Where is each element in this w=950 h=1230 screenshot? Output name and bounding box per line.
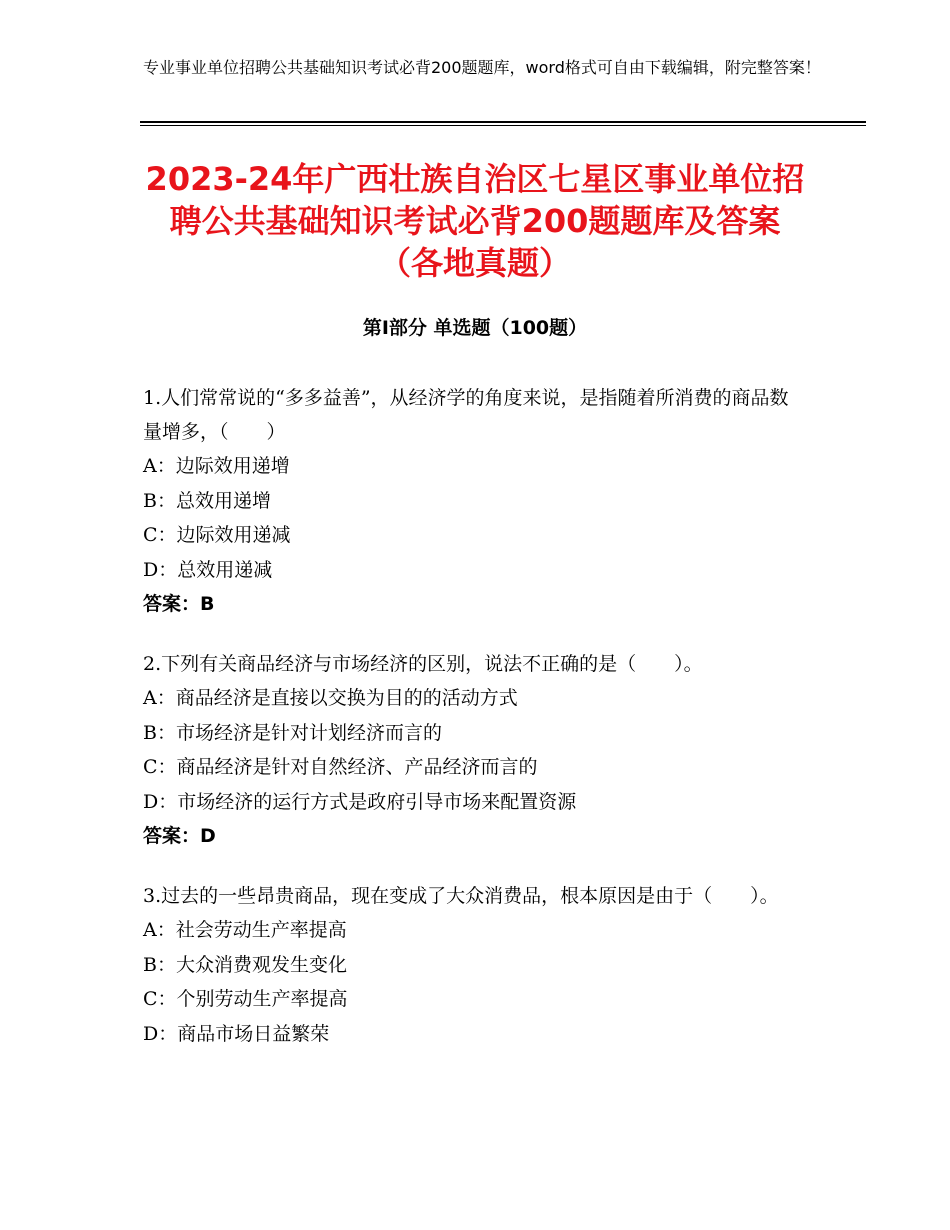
header-rule-thin [140, 125, 866, 126]
answer-line [143, 587, 803, 621]
option-b: B：市场经济是针对计划经济而言的 [143, 721, 442, 744]
document-title: 2023-24年广西壮族自治区七星区事业单位招聘公共基础知识考试必背200题题库及答案（各地真题） [145, 160, 805, 282]
option-d: D：商品市场日益繁荣 [143, 1022, 330, 1045]
question-3 [143, 879, 803, 1051]
answer-label: 答案： [143, 593, 201, 615]
option-b: B：总效用递增 [143, 489, 271, 512]
option-b: B：大众消费观发生变化 [143, 953, 347, 976]
option-a: A：社会劳动生产率提高 [143, 919, 347, 941]
answer-value: D [200, 825, 216, 847]
question-stem: 1.人们常常说的“多多益善”，从经济学的角度来说，是指随着所消费的商品数量增多，（ ） [143, 387, 789, 443]
option-d: D：总效用递减 [143, 558, 273, 581]
option-c: C：边际效用递减 [143, 524, 291, 546]
question-list [143, 381, 803, 1077]
option-d: D：市场经济的运行方式是政府引导市场来配置资源 [143, 790, 577, 813]
option-a: A：边际效用递增 [143, 455, 290, 477]
answer-label: 答案： [143, 825, 201, 847]
question-stem: 2.下列有关商品经济与市场经济的区别，说法不正确的是（ ）。 [143, 653, 703, 675]
header-note: 专业事业单位招聘公共基础知识考试必背200题题库，word格式可自由下载编辑，附完整答案！ [143, 58, 821, 77]
question-2 [143, 647, 803, 853]
answer-value: B [200, 593, 215, 615]
option-a: A：商品经济是直接以交换为目的的活动方式 [143, 687, 518, 709]
section-heading: 第Ⅰ部分 单选题（100题） [362, 317, 588, 339]
answer-line [143, 819, 803, 853]
option-c: C：商品经济是针对自然经济、产品经济而言的 [143, 756, 538, 778]
question-1 [143, 381, 803, 621]
header-rule-thick [140, 121, 866, 123]
option-c: C：个别劳动生产率提高 [143, 988, 348, 1010]
question-stem: 3.过去的一些昂贵商品，现在变成了大众消费品，根本原因是由于（ ）。 [143, 885, 779, 907]
